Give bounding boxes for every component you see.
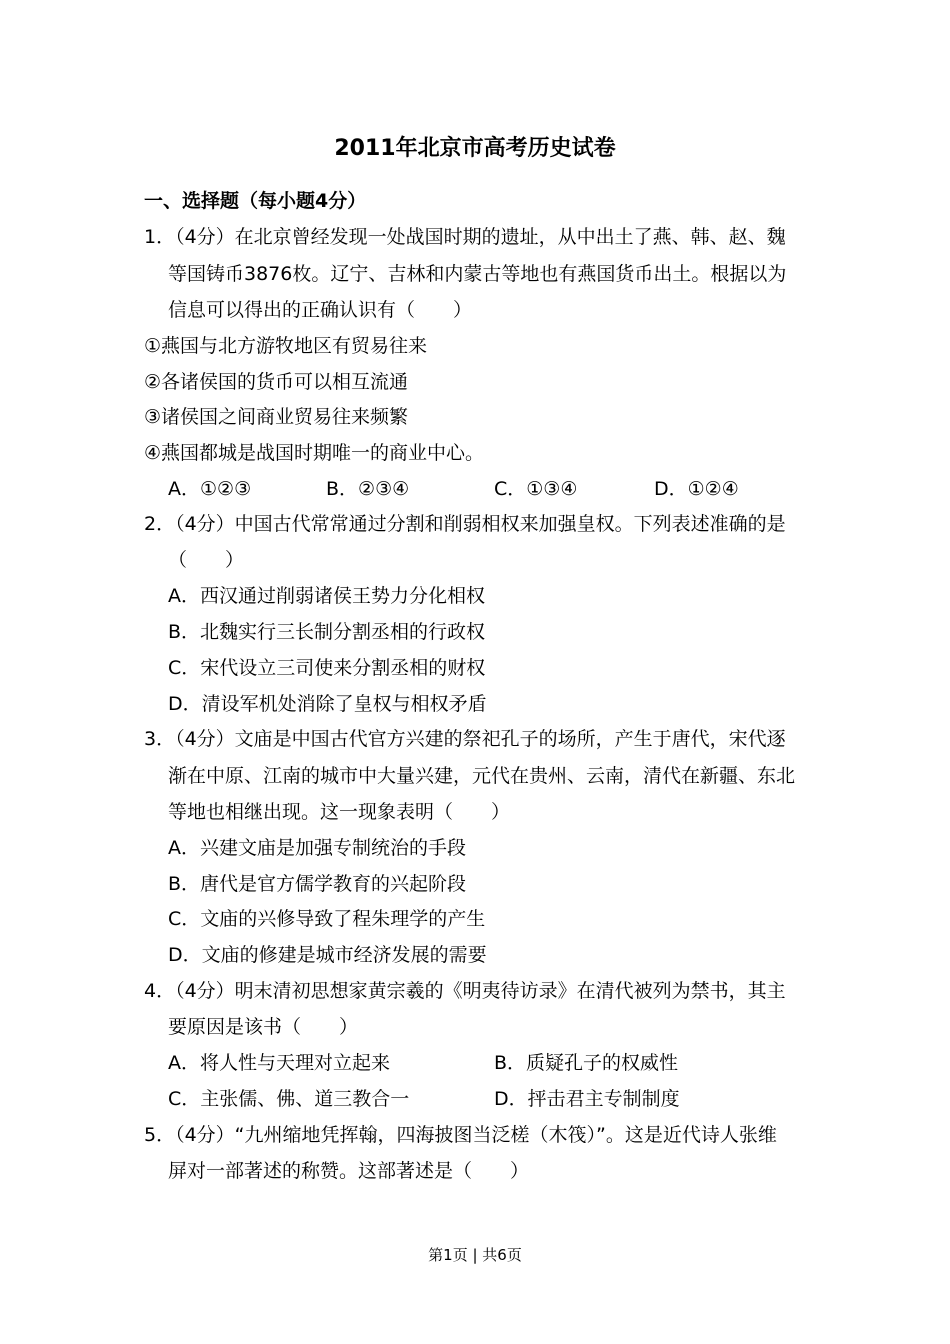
section-heading: 一、选择题（每小题4分） [144, 190, 367, 212]
q4-option-b: B．质疑孔子的权威性 [494, 1052, 679, 1074]
page-title: 2011年北京市高考历史试卷 [334, 136, 616, 161]
q3-option-c: C．文庙的兴修导致了程朱理学的产生 [168, 908, 486, 930]
q4-option-c: C．主张儒、佛、道三教合一 [168, 1088, 410, 1110]
q1-option-a: A．①②③ [168, 478, 252, 500]
q3-stem-line-1: 3．（4分）文庙是中国古代官方兴建的祭祀孔子的场所，产生于唐代，宋代逐 [144, 728, 786, 750]
q5-stem-line-1: 5．（4分）“九州缩地凭挥翰，四海披图当泛槎（木筏）”。这是近代诗人张维 [144, 1124, 777, 1146]
q1-statement-4: ④燕国都城是战国时期唯一的商业中心。 [144, 442, 485, 464]
q1-option-b: B．②③④ [326, 478, 410, 500]
q2-option-b: B．北魏实行三长制分割丞相的行政权 [168, 621, 486, 643]
q1-stem-line-1: 1．（4分）在北京曾经发现一处战国时期的遗址，从中出土了燕、韩、赵、魏 [144, 226, 786, 248]
q3-option-b: B．唐代是官方儒学教育的兴起阶段 [168, 873, 467, 895]
q1-option-d: D．①②④ [654, 478, 739, 500]
q2-option-d: D．清设军机处消除了皇权与相权矛盾 [168, 693, 487, 715]
q3-option-a: A．兴建文庙是加强专制统治的手段 [168, 837, 466, 859]
q2-stem-line-1: 2．（4分）中国古代常常通过分割和削弱相权来加强皇权。下列表述准确的是 [144, 513, 786, 535]
q4-option-a: A．将人性与天理对立起来 [168, 1052, 390, 1074]
q1-stem-line-3: 信息可以得出的正确认识有（ ） [168, 299, 473, 321]
q4-stem-line-1: 4．（4分）明末清初思想家黄宗羲的《明夷待访录》在清代被列为禁书，其主 [144, 980, 786, 1002]
q5-stem-line-2: 屏对一部著述的称赞。这部著述是（ ） [168, 1160, 530, 1182]
q2-option-a: A．西汉通过削弱诸侯王势力分化相权 [168, 585, 485, 607]
q3-option-d: D．文庙的修建是城市经济发展的需要 [168, 944, 487, 966]
q1-statement-3: ③诸侯国之间商业贸易往来频繁 [144, 406, 409, 428]
q4-stem-line-2: 要原因是该书（ ） [168, 1016, 359, 1038]
q1-option-c: C．①③④ [494, 478, 578, 500]
q3-stem-line-2: 渐在中原、江南的城市中大量兴建，元代在贵州、云南，清代在新疆、东北 [168, 765, 796, 787]
q2-stem-line-2: （ ） [168, 549, 245, 571]
page-footer: 第1页 | 共6页 [428, 1246, 522, 1264]
q4-option-d: D．抨击君主专制制度 [494, 1088, 680, 1110]
q2-option-c: C．宋代设立三司使来分割丞相的财权 [168, 657, 486, 679]
q1-statement-1: ①燕国与北方游牧地区有贸易往来 [144, 335, 428, 357]
q1-stem-line-2: 等国铸币3876枚。辽宁、吉林和内蒙古等地也有燕国货币出土。根据以为 [168, 263, 787, 285]
q3-stem-line-3: 等地也相继出现。这一现象表明（ ） [168, 801, 511, 823]
q1-statement-2: ②各诸侯国的货币可以相互流通 [144, 371, 409, 393]
